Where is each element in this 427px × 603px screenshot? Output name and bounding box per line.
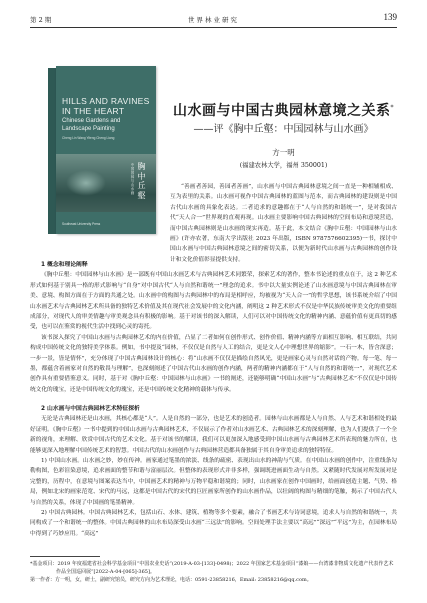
journal-name: 世界林业研究	[188, 16, 239, 24]
section-2	[30, 404, 397, 539]
cover-publisher: Southeast University Press	[62, 221, 101, 226]
body-paragraph: 该书深入探究了中国山水画与古典园林艺术的内在价值，凸显了二者如何在创作形式、创作价值、精神内涵等方面相互影响、相互联结，共同构成中国传统文化的独特美学体系。例如，书中提及“园林，不仅仅是自然与人工的结合，更是文人心中理想世界的缩影”。一石一木，皆含深意；一步一景，皆是情怀”，充分体现了中国古典园林设计的核心：将“山水画不仅仅是描绘自然风光，更是画家心灵与自然对话的产物。每一笔、每一墨，都蕴含着画家对自然的敬畏与理解”，也深刻阐述了中国古代山水画的创作内涵，两者的精神内涵都在于“人与自然的和谐统一”，对现代艺术创作具有重要借鉴意义。同时，基于对《胸中丘壑：中国园林与山水画》一书的阐述，还能够明确“中国山水画”与“古典园林艺术”不仅仅是中国传统文化的瑰宝，还是中国传统文化的瑰宝，还是中国传统文化精神的载体与传承。	[30, 334, 397, 393]
book-front-cover	[56, 66, 156, 234]
cover-author-en: Cheng Lin Wang Yiteng Cheng Liang	[62, 136, 115, 140]
issue-label: 第 2 期	[30, 16, 52, 24]
cover-subtitle-cn: 中国园林与山水画	[130, 163, 135, 195]
cover-title-en-2: IN THE HEART	[62, 106, 125, 116]
footnote-author: 第一作者：方一明，女，研士，副研究馆员，研究方向为艺术理论，电话：0591-23858216，Email: 23858216@qq.com。	[30, 577, 312, 584]
body-paragraph: 1) 中国山水画。山水画之妙，妙在传神。画家通过笔墨的浓淡、线条的疏密、表现出山水的神韵与气质。在中国山水画的创作中，注重线条勾勒构图，色彩渲染意境，追求画面的整节和谐与富丽层次。但整体的表现形式并非多样，强调既进画面生动与自然。又紧随时代发展对所发展对是完整的，历程中，在意境与图案表达当中，中国画艺术的精神与万物平稳和谐境的；同时，山水画家在创作中国画时，给画面创造主题、气势、格局，例如北宋的画家范宽、宋代的马远，这都是中国古代的宋代的巨匠画家所创作的山水画作品，以壮阔的构图与精细的笔触，揭示了中国古代人与自然的关系，体现了中国画的笔墨精神。	[30, 458, 397, 506]
section-heading: 2 山水画与中国古典园林艺术特征探析	[41, 406, 140, 412]
cover-title-cn: 胸中丘壑	[137, 162, 146, 200]
article-title: 山水画与中国古典园林意境之关系*	[173, 103, 394, 119]
body-paragraph: 2) 中国古典园林。中国古典园林艺术，包括山石、水体、建筑、植物等多个要素，融合了书画艺术与诗词意境，追求人与自然的和谐统一，共同构成了一个和谐统一的整体。中国古典园林的山水布局深受山水画“三远法”的影响。空间处理手法主要以“高远”“深远”“平远”为主，在园林布局中得到了巧妙应用。“高远”	[30, 510, 397, 537]
cover-subtitle-en-1: Chinese Gardens and	[62, 118, 121, 124]
page-number: 139	[383, 12, 397, 22]
body-paragraph: 无论是古典园林还是山水画，其核心都是“人”。人是自然的一部分，也是艺术的创造者。园林与山水画都是人与自然、人与艺术和谐相处的最好证明。《胸中丘壑》一书中提到的中国山水画与古典园林艺术，不仅展示了作者对山水画艺术、古典园林艺术的深刻理解，也为人们提供了一个全新的视角，来理解、欣赏中国古代的艺术文化。基于对该书的解读，我们可以更加深入地感受到中国山水画与古典园林艺术所表现的魅力所在，也能够更深入地理解中国传统艺术的智慧。中国古代的山水画创作与古典园林营造都具备独属于其自身审美追求的独特特征。	[30, 416, 397, 454]
footnotes	[30, 560, 397, 585]
running-header	[30, 12, 397, 26]
cover-title-en-1: HILLS AND RAVINES	[62, 96, 150, 106]
book-cover-image	[48, 66, 156, 234]
section-heading: 1 概念和理论阐释	[41, 262, 88, 268]
footnote-funding: *基金项目：2019 年度福建省社会科学基金项目“中国农业史话”(2019-A-03-[133]-0498)；2022 年国家艺术基金项目“漆娘——台湾漆非物质文化遗产代表作艺术作品全国巡回展”[2022-A-04-[065]-365]。	[30, 561, 394, 576]
header-rule	[30, 27, 397, 28]
body-paragraph: 《胸中丘壑：中国园林与山水画》是一部既有中国山水画艺术与古典园林艺术同繁荣，探索艺术的著作，整本书论述的重点在于，这 2 种艺术形式如何基于别具一格的形式影响与“自身”对中国古代“人与自然和谐统一”理念的追求。书中以大量实例论述了山水画意境与中国古典园林在审美、意境、构图方面在于方面的共通之处。山水画中的构图与古典园林中的布局是相呼应，均被视为“天人合一”的哲学思想，该书系统介绍了中国山水画艺术与古典园林艺术所具备的独特艺术价值及其在现代社会发展中的文化内涵，阐明这 2 种艺术形式不仅是中华民族传统审美文化的重要组成部分，对现代人的审美情趣与审美观念具有积极的影响。基于对该书的深入解读，人们可以对中国传统文化的精神内涵、意蕴价值有更真切的感受，也可以在鉴赏的视代生活中找到心灵的寄托。	[30, 272, 397, 331]
footnote-rule	[30, 556, 100, 557]
section-1	[30, 260, 397, 395]
author-name: 方一明	[272, 148, 295, 157]
abstract-paragraph: “善画者善园，善园者善画”，山水画与中国古典园林意境之间一直是一种相辅相成、互为表里的关系。山水画可视作中国古典园林的蓝图与范本，而古典园林的建设则是中国古代山水画的具象化表达。二者追求的意趣都在于“人与自然的和谐统一”，是对我国古代“天人合一”世界观的直观再现。山水画主要影响中国古典园林的空间布局和意境营造，而中国古典园林则是山水画的现实再造。基于此，本文结合《胸中丘壑：中国园林与山水画》(许亦农著，东南大学出版社 2023 年出版，ISBN 9787576602395)一书，探讨中国山水画与中国古典园林意境之间的密切关系，以便为新时代山水画与古典园林的创作设计和文化价值彰显提供支持。	[170, 184, 397, 263]
cover-english-text	[62, 96, 152, 140]
author-affiliation: (福建农林大学，福州 350001)	[239, 162, 328, 169]
cover-subtitle-en-2: Landscape Painting	[62, 125, 115, 132]
article-subtitle: ——评《胸中丘壑：中国园林与山水画》	[193, 124, 374, 135]
title-footnote-mark: *	[390, 104, 394, 112]
book-spine	[48, 68, 56, 234]
